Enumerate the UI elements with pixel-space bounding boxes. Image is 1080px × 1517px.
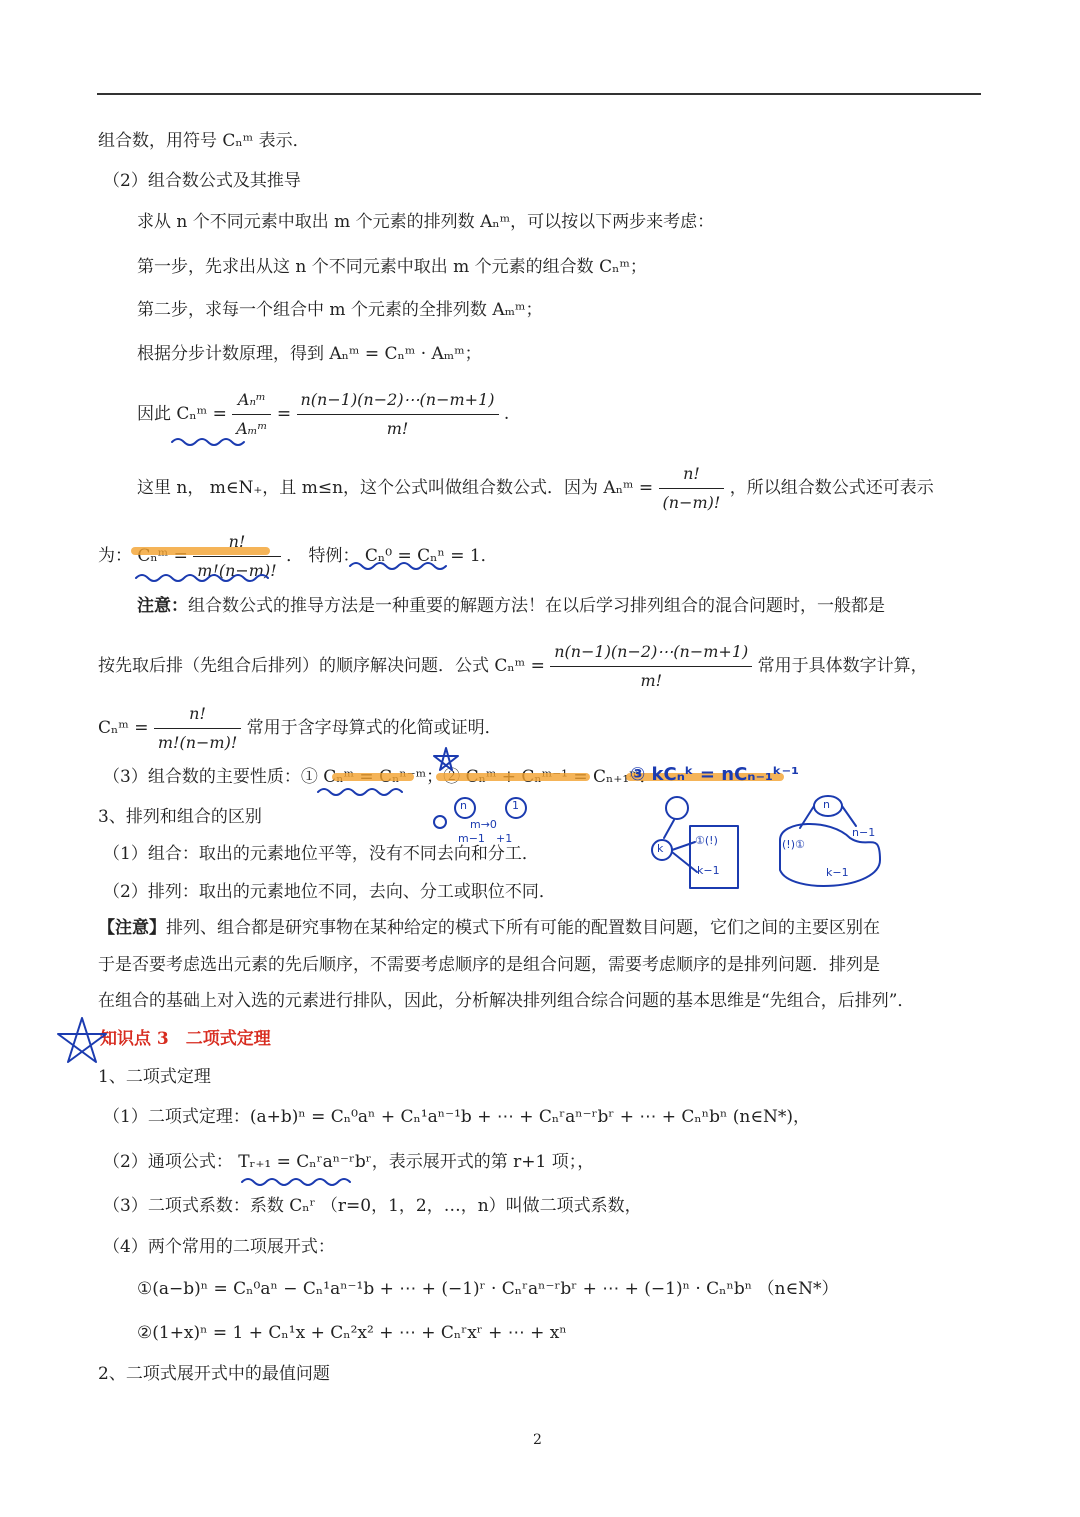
- circle-mark: [434, 816, 446, 828]
- handwritten-note: m→0: [470, 818, 497, 831]
- fraction-denominator: m!: [386, 419, 409, 438]
- wavy-underline: [242, 1179, 350, 1185]
- star-icon: [58, 1018, 106, 1062]
- formula-line: ②(1+x)ⁿ = 1 + Cₙ¹x + Cₙ²x² + ⋯ + Cₙʳxʳ + ⋯ + xⁿ: [137, 1323, 567, 1343]
- formula-line: ①(a−b)ⁿ = Cₙ⁰aⁿ − Cₙ¹aⁿ⁻¹b + ⋯ + (−1)ʳ · Cₙʳaⁿ⁻ʳbʳ + ⋯ + (−1)ⁿ · Cₙⁿbⁿ （n∈N*）: [137, 1279, 839, 1299]
- fraction-numerator: n!: [154, 702, 241, 729]
- handwritten-note: n: [823, 798, 830, 811]
- text-segment: 按先取后排（先组合后排列）的顺序解决问题．公式 Cₙᵐ =: [98, 656, 545, 676]
- text-segment: 这里 n， m∈N₊，且 m≤n，这个公式叫做组合数公式．因为 Aₙᵐ =: [137, 478, 654, 498]
- fraction-numerator: n(n−1)(n−2)⋯(n−m+1): [550, 640, 752, 667]
- text-line: 组合数，用符号 Cₙᵐ 表示．: [98, 131, 310, 151]
- wavy-underline: [318, 789, 402, 795]
- handwritten-note: ①(!): [695, 834, 718, 847]
- text-segment: 组合数公式的推导方法是一种重要的解题方法！在以后学习排列组合的混合问题时，一般都是: [188, 596, 885, 616]
- text-line: （3）二项式系数：系数 Cₙʳ （r=0，1，2，…，n）叫做二项式系数，: [103, 1196, 642, 1216]
- text-line: （2）排列：取出的元素地位不同，去向、分工或职位不同．: [103, 882, 556, 902]
- text-line: （1）组合：取出的元素地位平等，没有不同去向和分工．: [103, 844, 539, 864]
- text-line: （3）组合数的主要性质：① Cₙᵐ = Cₙⁿ⁻ᵐ；② Cₙᵐ + Cₙᵐ⁻¹ = Cₙ₊₁ᵐ．: [103, 767, 657, 787]
- text-segment: 常用于具体数字计算，: [757, 656, 928, 676]
- handwritten-note: n−1: [852, 826, 876, 839]
- wavy-underline: [172, 439, 244, 445]
- note-label: 注意：: [137, 596, 188, 616]
- text-line: 第二步，求每一个组合中 m 个元素的全排列数 Aₘᵐ；: [137, 300, 543, 320]
- fraction-denominator: m!(n−m)!: [157, 733, 238, 752]
- text-line: 在组合的基础上对入选的元素进行排队，因此，分析解决排列组合综合问题的基本思维是“先组合，后排列”．: [98, 991, 915, 1011]
- circle-mark: [666, 797, 688, 819]
- handwritten-note: k: [657, 842, 664, 855]
- wavy-underline: [350, 563, 446, 569]
- handwritten-note: +1: [496, 832, 513, 845]
- text-segment: ，所以组合数公式还可表示: [729, 478, 934, 498]
- handwritten-note: n: [460, 799, 467, 812]
- formula-prefix: 因此 Cₙᵐ =: [137, 404, 227, 424]
- formula-end: .: [503, 404, 510, 424]
- text-line: （2）通项公式： Tᵣ₊₁ = Cₙʳaⁿ⁻ʳbʳ，表示展开式的第 r+1 项；，: [103, 1152, 595, 1172]
- fraction-denominator: (n−m)!: [662, 493, 721, 512]
- text-segment: ． 特例： Cₙ⁰ = Cₙⁿ = 1．: [286, 546, 498, 566]
- wavy-underline: [136, 575, 268, 581]
- fraction-denominator: m!: [640, 671, 663, 690]
- handwritten-property: ③ kCₙᵏ = nCₙ₋₁ᵏ⁻¹: [630, 764, 800, 785]
- fraction-numerator: n(n−1)(n−2)⋯(n−m+1): [297, 388, 499, 415]
- text-segment: Cₙᵐ =: [98, 718, 149, 738]
- text-line: （1）二项式定理：(a+b)ⁿ = Cₙ⁰aⁿ + Cₙ¹aⁿ⁻¹b + ⋯ + Cₙʳaⁿ⁻ʳbʳ + ⋯ + Cₙⁿbⁿ (n∈N*)，: [103, 1107, 810, 1127]
- arrow-mark: [664, 820, 697, 872]
- subheading: 2、二项式展开式中的最值问题: [98, 1364, 330, 1384]
- fraction-denominator: Aₘᵐ: [236, 419, 268, 438]
- fraction-denominator: m!(n−m)!: [197, 561, 277, 580]
- handwritten-note: (!)①: [782, 838, 805, 851]
- text-segment: 排列、组合都是研究事物在某种给定的模式下所有可能的配置数目问题，它们之间的主要区别在: [166, 918, 880, 938]
- section-heading: 知识点 3 二项式定理: [100, 1029, 271, 1049]
- subheading: （2）组合数公式及其推导: [103, 171, 301, 191]
- fraction-numerator: Aₙᵐ: [232, 388, 271, 415]
- handwritten-note: k−1: [826, 866, 849, 879]
- handwritten-note: m−1: [458, 832, 485, 845]
- text-line: 于是否要考虑选出元素的先后顺序，不需要考虑顺序的是组合问题，需要考虑顺序的是排列问题．排列是: [98, 955, 880, 975]
- fraction-numerator: n!: [193, 530, 280, 557]
- page-number: 2: [533, 1432, 542, 1448]
- text-line: 根据分步计数原理，得到 Aₙᵐ = Cₙᵐ · Aₘᵐ；: [137, 344, 482, 364]
- handwritten-note: k−1: [697, 864, 720, 877]
- fraction-numerator: n!: [659, 462, 725, 489]
- text-line: （4）两个常用的二项展开式：: [103, 1237, 335, 1257]
- note-label: 【注意】: [98, 918, 166, 938]
- star-icon: [434, 748, 458, 770]
- text-segment: 常用于含字母算式的化简或证明．: [246, 718, 502, 738]
- text-segment: 为： Cₙᵐ =: [98, 546, 188, 566]
- subheading: 3、排列和组合的区别: [98, 807, 262, 827]
- equals-sign: =: [276, 404, 292, 424]
- text-line: 求从 n 个不同元素中取出 m 个元素的排列数 Aₙᵐ，可以按以下两步来考虑：: [137, 212, 715, 232]
- handwritten-note: 1: [512, 799, 519, 812]
- subheading: 1、二项式定理: [98, 1067, 211, 1087]
- text-line: 第一步，先求出从这 n 个不同元素中取出 m 个元素的组合数 Cₙᵐ；: [137, 257, 647, 277]
